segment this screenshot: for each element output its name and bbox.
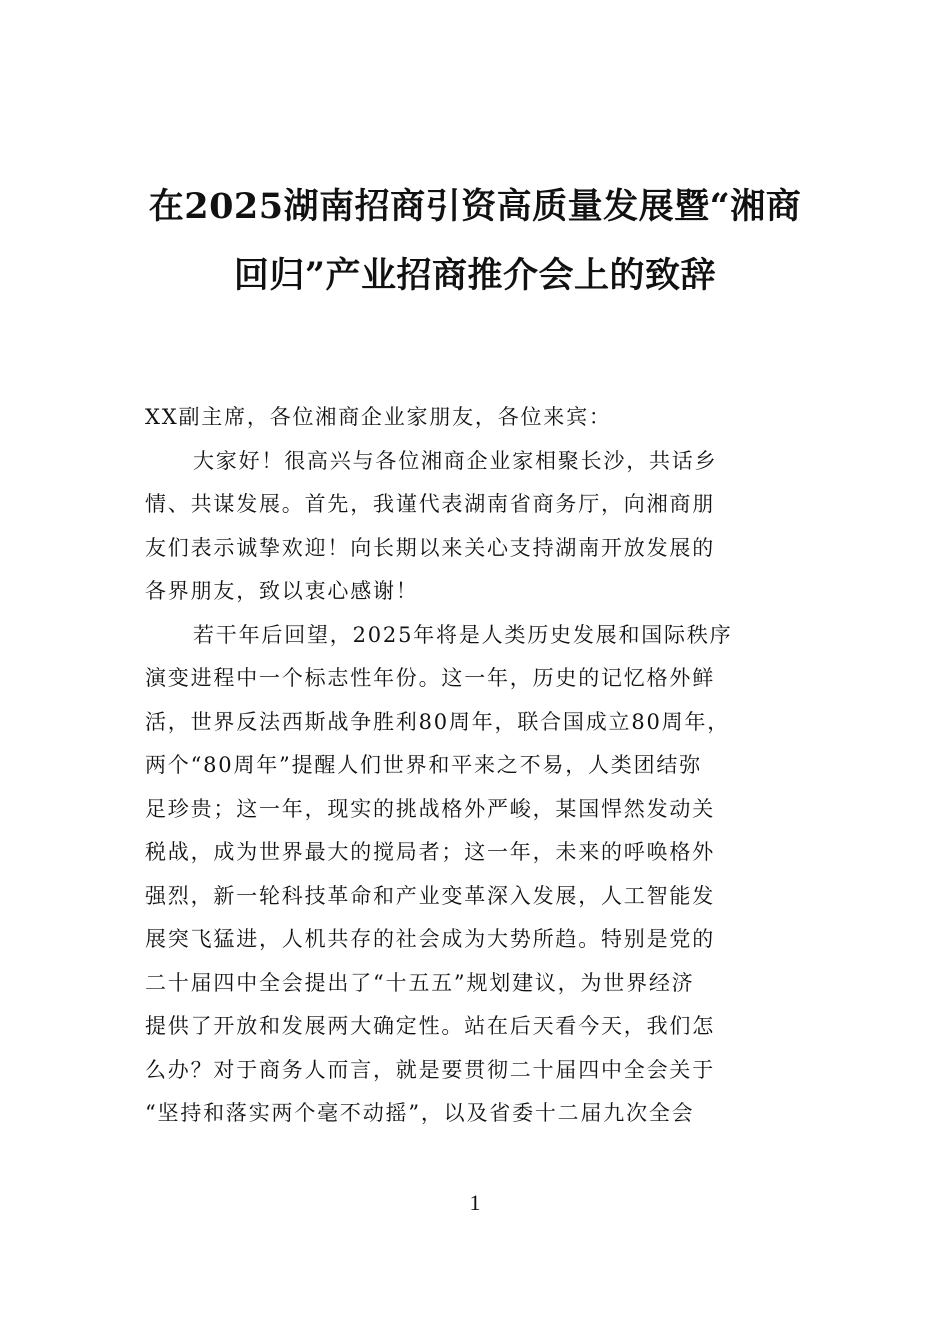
paragraph-line: 提供了开放和发展两大确定性。站在后天看今天，我们怎 — [145, 1014, 715, 1038]
paragraph-line: 若干年后回望，2025年将是人类历史发展和国际秩序 — [193, 622, 733, 647]
paragraph-line: 友们表示诚挚欢迎！向长期以来关心支持湖南开放发展的 — [145, 535, 715, 560]
paragraph-line: 情、共谋发展。首先，我谨代表湖南省商务厅，向湘商朋 — [145, 492, 715, 516]
document-body — [145, 396, 805, 1136]
page-number: 1 — [469, 1190, 481, 1215]
paragraph-line: 二十届四中全会提出了“十五五”规划建议，为世界经济 — [145, 970, 695, 995]
paragraph-line: 足珍贵；这一年，现实的挑战格外严峻，某国悍然发动关 — [145, 796, 715, 821]
paragraph-line: “坚持和落实两个毫不动摇”，以及省委十二届九次全会 — [145, 1101, 695, 1125]
paragraph-line: 演变进程中一个标志性年份。这一年，历史的记忆格外鲜 — [145, 666, 715, 690]
salutation: XX副主席，各位湘商企业家朋友，各位来宾： — [145, 405, 612, 429]
paragraph-line: 税战，成为世界最大的搅局者；这一年，未来的呼唤格外 — [145, 840, 715, 864]
paragraph-2 — [145, 614, 805, 1136]
document-title — [120, 186, 830, 297]
paragraph-line: 强烈，新一轮科技革命和产业变革深入发展，人工智能发 — [145, 883, 715, 908]
paragraph-line: 两个“80周年”提醒人们世界和平来之不易，人类团结弥 — [145, 753, 702, 777]
paragraph-line: 展突飞猛进，人机共存的社会成为大势所趋。特别是党的 — [145, 927, 715, 951]
title-line-2: 回归”产业招商推介会上的致辞 — [233, 255, 717, 296]
paragraph-1 — [145, 440, 805, 614]
title-line-1: 在2025湖南招商引资高质量发展暨“湘商 — [148, 186, 802, 227]
paragraph-line: 大家好！很高兴与各位湘商企业家相聚长沙，共话乡 — [193, 448, 718, 473]
paragraph-line: 各界朋友，致以衷心感谢！ — [145, 579, 419, 603]
paragraph-line: 么办？对于商务人而言，就是要贯彻二十届四中全会关于 — [145, 1057, 715, 1082]
paragraph-line: 活，世界反法西斯战争胜利80周年，联合国成立80周年， — [145, 709, 731, 734]
